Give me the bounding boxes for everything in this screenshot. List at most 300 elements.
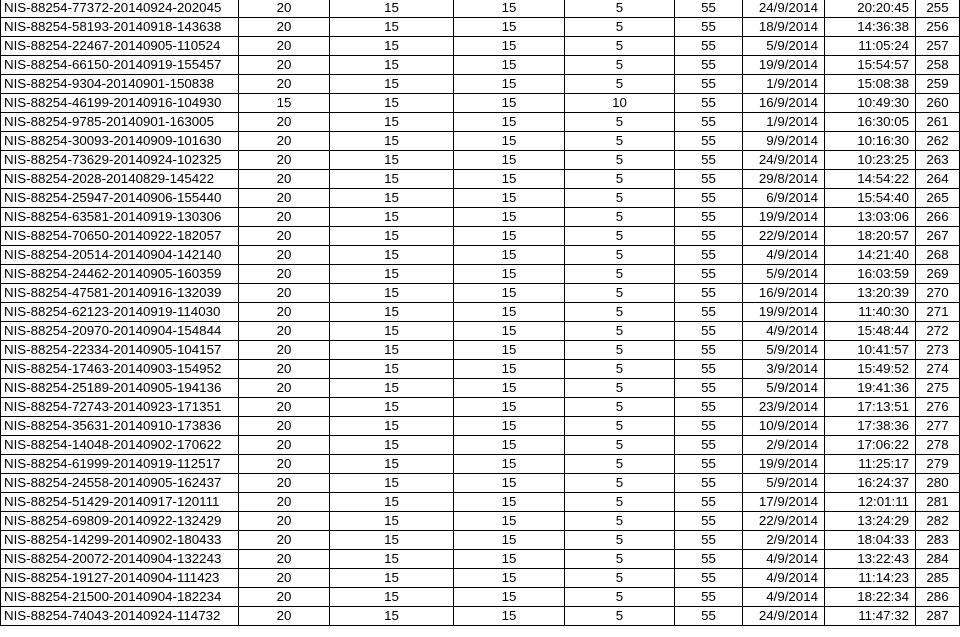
time-cell: 17:38:36 xyxy=(825,417,916,436)
row-number-cell: 259 xyxy=(916,75,960,94)
value-cell-4: 5 xyxy=(565,493,675,512)
value-cell-4: 5 xyxy=(565,170,675,189)
row-number-cell: 278 xyxy=(916,436,960,455)
value-cell-3: 15 xyxy=(454,569,565,588)
value-cell-1: 20 xyxy=(239,550,330,569)
value-cell-3: 15 xyxy=(454,151,565,170)
table-row xyxy=(1,360,960,379)
table-row xyxy=(1,417,960,436)
value-cell-1: 20 xyxy=(239,569,330,588)
value-cell-3: 15 xyxy=(454,0,565,18)
table-row xyxy=(1,436,960,455)
row-number-cell: 267 xyxy=(916,227,960,246)
value-cell-4: 5 xyxy=(565,512,675,531)
value-cell-3: 15 xyxy=(454,531,565,550)
value-cell-3: 15 xyxy=(454,18,565,37)
row-number-cell: 284 xyxy=(916,550,960,569)
value-cell-3: 15 xyxy=(454,493,565,512)
value-cell-1: 20 xyxy=(239,436,330,455)
table-row xyxy=(1,56,960,75)
record-id-cell: NIS-88254-14299-20140902-180433 xyxy=(1,531,239,550)
time-cell: 14:36:38 xyxy=(825,18,916,37)
value-cell-2: 15 xyxy=(330,474,454,493)
value-cell-1: 20 xyxy=(239,151,330,170)
row-number-cell: 261 xyxy=(916,113,960,132)
value-cell-5: 55 xyxy=(675,94,743,113)
value-cell-3: 15 xyxy=(454,360,565,379)
record-id-cell: NIS-88254-72743-20140923-171351 xyxy=(1,398,239,417)
value-cell-1: 20 xyxy=(239,246,330,265)
time-cell: 15:54:40 xyxy=(825,189,916,208)
table-row xyxy=(1,322,960,341)
value-cell-3: 15 xyxy=(454,322,565,341)
row-number-cell: 285 xyxy=(916,569,960,588)
date-cell: 4/9/2014 xyxy=(743,246,825,265)
date-cell: 4/9/2014 xyxy=(743,569,825,588)
record-id-cell: NIS-88254-70650-20140922-182057 xyxy=(1,227,239,246)
record-id-cell: NIS-88254-14048-20140902-170622 xyxy=(1,436,239,455)
record-id-cell: NIS-88254-30093-20140909-101630 xyxy=(1,132,239,151)
record-id-cell: NIS-88254-24558-20140905-162437 xyxy=(1,474,239,493)
value-cell-4: 5 xyxy=(565,360,675,379)
value-cell-4: 5 xyxy=(565,18,675,37)
value-cell-5: 55 xyxy=(675,569,743,588)
value-cell-5: 55 xyxy=(675,493,743,512)
table-row xyxy=(1,37,960,56)
record-id-cell: NIS-88254-20072-20140904-132243 xyxy=(1,550,239,569)
value-cell-3: 15 xyxy=(454,512,565,531)
value-cell-2: 15 xyxy=(330,18,454,37)
record-id-cell: NIS-88254-35631-20140910-173836 xyxy=(1,417,239,436)
date-cell: 5/9/2014 xyxy=(743,379,825,398)
value-cell-2: 15 xyxy=(330,588,454,607)
value-cell-1: 20 xyxy=(239,208,330,227)
value-cell-3: 15 xyxy=(454,37,565,56)
value-cell-2: 15 xyxy=(330,341,454,360)
value-cell-3: 15 xyxy=(454,56,565,75)
time-cell: 18:20:57 xyxy=(825,227,916,246)
value-cell-3: 15 xyxy=(454,474,565,493)
value-cell-1: 20 xyxy=(239,0,330,18)
value-cell-1: 20 xyxy=(239,113,330,132)
time-cell: 16:03:59 xyxy=(825,265,916,284)
value-cell-5: 55 xyxy=(675,360,743,379)
value-cell-4: 5 xyxy=(565,246,675,265)
value-cell-1: 20 xyxy=(239,398,330,417)
row-number-cell: 263 xyxy=(916,151,960,170)
value-cell-4: 5 xyxy=(565,607,675,626)
row-number-cell: 275 xyxy=(916,379,960,398)
value-cell-4: 5 xyxy=(565,322,675,341)
value-cell-3: 15 xyxy=(454,246,565,265)
date-cell: 10/9/2014 xyxy=(743,417,825,436)
table-row xyxy=(1,398,960,417)
time-cell: 16:30:05 xyxy=(825,113,916,132)
time-cell: 10:23:25 xyxy=(825,151,916,170)
record-id-cell: NIS-88254-63581-20140919-130306 xyxy=(1,208,239,227)
row-number-cell: 266 xyxy=(916,208,960,227)
value-cell-2: 15 xyxy=(330,303,454,322)
value-cell-4: 5 xyxy=(565,151,675,170)
value-cell-5: 55 xyxy=(675,303,743,322)
value-cell-5: 55 xyxy=(675,379,743,398)
value-cell-4: 5 xyxy=(565,75,675,94)
time-cell: 20:20:45 xyxy=(825,0,916,18)
date-cell: 18/9/2014 xyxy=(743,18,825,37)
value-cell-3: 15 xyxy=(454,303,565,322)
date-cell: 4/9/2014 xyxy=(743,322,825,341)
record-id-cell: NIS-88254-69809-20140922-132429 xyxy=(1,512,239,531)
value-cell-4: 5 xyxy=(565,436,675,455)
value-cell-5: 55 xyxy=(675,37,743,56)
value-cell-1: 20 xyxy=(239,227,330,246)
value-cell-3: 15 xyxy=(454,588,565,607)
value-cell-4: 5 xyxy=(565,37,675,56)
row-number-cell: 281 xyxy=(916,493,960,512)
date-cell: 3/9/2014 xyxy=(743,360,825,379)
value-cell-1: 20 xyxy=(239,341,330,360)
table-row xyxy=(1,0,960,18)
value-cell-2: 15 xyxy=(330,75,454,94)
value-cell-2: 15 xyxy=(330,113,454,132)
date-cell: 19/9/2014 xyxy=(743,208,825,227)
value-cell-4: 5 xyxy=(565,398,675,417)
record-id-cell: NIS-88254-61999-20140919-112517 xyxy=(1,455,239,474)
value-cell-5: 55 xyxy=(675,417,743,436)
date-cell: 24/9/2014 xyxy=(743,0,825,18)
table-row xyxy=(1,113,960,132)
time-cell: 15:08:38 xyxy=(825,75,916,94)
value-cell-1: 20 xyxy=(239,360,330,379)
value-cell-2: 15 xyxy=(330,37,454,56)
value-cell-3: 15 xyxy=(454,265,565,284)
value-cell-5: 55 xyxy=(675,341,743,360)
value-cell-3: 15 xyxy=(454,341,565,360)
value-cell-3: 15 xyxy=(454,75,565,94)
table-row xyxy=(1,265,960,284)
time-cell: 10:16:30 xyxy=(825,132,916,151)
value-cell-1: 20 xyxy=(239,322,330,341)
value-cell-5: 55 xyxy=(675,322,743,341)
table-row xyxy=(1,189,960,208)
value-cell-2: 15 xyxy=(330,512,454,531)
value-cell-2: 15 xyxy=(330,607,454,626)
row-number-cell: 273 xyxy=(916,341,960,360)
table-row xyxy=(1,284,960,303)
record-id-cell: NIS-88254-47581-20140916-132039 xyxy=(1,284,239,303)
value-cell-2: 15 xyxy=(330,265,454,284)
row-number-cell: 271 xyxy=(916,303,960,322)
value-cell-2: 15 xyxy=(330,569,454,588)
value-cell-5: 55 xyxy=(675,189,743,208)
table-row xyxy=(1,341,960,360)
value-cell-2: 15 xyxy=(330,436,454,455)
row-number-cell: 272 xyxy=(916,322,960,341)
record-id-cell: NIS-88254-9304-20140901-150838 xyxy=(1,75,239,94)
value-cell-5: 55 xyxy=(675,265,743,284)
date-cell: 5/9/2014 xyxy=(743,341,825,360)
value-cell-2: 15 xyxy=(330,531,454,550)
row-number-cell: 286 xyxy=(916,588,960,607)
value-cell-3: 15 xyxy=(454,94,565,113)
date-cell: 9/9/2014 xyxy=(743,132,825,151)
row-number-cell: 277 xyxy=(916,417,960,436)
value-cell-2: 15 xyxy=(330,284,454,303)
date-cell: 5/9/2014 xyxy=(743,474,825,493)
value-cell-5: 55 xyxy=(675,455,743,474)
value-cell-1: 20 xyxy=(239,37,330,56)
value-cell-1: 20 xyxy=(239,588,330,607)
record-id-cell: NIS-88254-22334-20140905-104157 xyxy=(1,341,239,360)
record-id-cell: NIS-88254-58193-20140918-143638 xyxy=(1,18,239,37)
value-cell-5: 55 xyxy=(675,246,743,265)
table-row xyxy=(1,607,960,626)
table-row xyxy=(1,170,960,189)
value-cell-1: 20 xyxy=(239,265,330,284)
row-number-cell: 268 xyxy=(916,246,960,265)
table-row xyxy=(1,588,960,607)
time-cell: 17:06:22 xyxy=(825,436,916,455)
date-cell: 22/9/2014 xyxy=(743,512,825,531)
date-cell: 16/9/2014 xyxy=(743,94,825,113)
date-cell: 1/9/2014 xyxy=(743,113,825,132)
row-number-cell: 280 xyxy=(916,474,960,493)
time-cell: 13:22:43 xyxy=(825,550,916,569)
table-row xyxy=(1,303,960,322)
value-cell-2: 15 xyxy=(330,132,454,151)
row-number-cell: 260 xyxy=(916,94,960,113)
row-number-cell: 255 xyxy=(916,0,960,18)
row-number-cell: 283 xyxy=(916,531,960,550)
value-cell-4: 5 xyxy=(565,189,675,208)
table-body xyxy=(1,0,960,626)
value-cell-1: 20 xyxy=(239,417,330,436)
value-cell-4: 5 xyxy=(565,379,675,398)
value-cell-1: 20 xyxy=(239,493,330,512)
value-cell-4: 5 xyxy=(565,113,675,132)
table-row xyxy=(1,18,960,37)
table-row xyxy=(1,227,960,246)
value-cell-3: 15 xyxy=(454,455,565,474)
value-cell-5: 55 xyxy=(675,531,743,550)
value-cell-1: 20 xyxy=(239,607,330,626)
value-cell-1: 20 xyxy=(239,56,330,75)
value-cell-5: 55 xyxy=(675,132,743,151)
value-cell-1: 20 xyxy=(239,75,330,94)
time-cell: 10:49:30 xyxy=(825,94,916,113)
value-cell-2: 15 xyxy=(330,208,454,227)
value-cell-1: 20 xyxy=(239,512,330,531)
value-cell-3: 15 xyxy=(454,170,565,189)
value-cell-1: 20 xyxy=(239,189,330,208)
value-cell-3: 15 xyxy=(454,607,565,626)
record-id-cell: NIS-88254-20970-20140904-154844 xyxy=(1,322,239,341)
date-cell: 24/9/2014 xyxy=(743,607,825,626)
date-cell: 23/9/2014 xyxy=(743,398,825,417)
time-cell: 12:01:11 xyxy=(825,493,916,512)
table-row xyxy=(1,94,960,113)
date-cell: 19/9/2014 xyxy=(743,303,825,322)
value-cell-5: 55 xyxy=(675,436,743,455)
value-cell-5: 55 xyxy=(675,474,743,493)
value-cell-4: 5 xyxy=(565,588,675,607)
record-id-cell: NIS-88254-24462-20140905-160359 xyxy=(1,265,239,284)
value-cell-2: 15 xyxy=(330,493,454,512)
time-cell: 14:54:22 xyxy=(825,170,916,189)
value-cell-2: 15 xyxy=(330,227,454,246)
value-cell-5: 55 xyxy=(675,550,743,569)
date-cell: 5/9/2014 xyxy=(743,265,825,284)
value-cell-3: 15 xyxy=(454,550,565,569)
value-cell-2: 15 xyxy=(330,56,454,75)
value-cell-2: 15 xyxy=(330,0,454,18)
value-cell-2: 15 xyxy=(330,246,454,265)
date-cell: 5/9/2014 xyxy=(743,37,825,56)
value-cell-3: 15 xyxy=(454,436,565,455)
date-cell: 19/9/2014 xyxy=(743,56,825,75)
date-cell: 19/9/2014 xyxy=(743,455,825,474)
value-cell-5: 55 xyxy=(675,208,743,227)
table-row xyxy=(1,75,960,94)
table-row xyxy=(1,132,960,151)
time-cell: 14:21:40 xyxy=(825,246,916,265)
row-number-cell: 276 xyxy=(916,398,960,417)
time-cell: 11:40:30 xyxy=(825,303,916,322)
value-cell-5: 55 xyxy=(675,56,743,75)
value-cell-5: 55 xyxy=(675,398,743,417)
time-cell: 11:14:23 xyxy=(825,569,916,588)
record-id-cell: NIS-88254-19127-20140904-111423 xyxy=(1,569,239,588)
value-cell-2: 15 xyxy=(330,379,454,398)
row-number-cell: 274 xyxy=(916,360,960,379)
value-cell-2: 15 xyxy=(330,170,454,189)
row-number-cell: 257 xyxy=(916,37,960,56)
value-cell-4: 5 xyxy=(565,341,675,360)
value-cell-3: 15 xyxy=(454,132,565,151)
record-id-cell: NIS-88254-73629-20140924-102325 xyxy=(1,151,239,170)
value-cell-2: 15 xyxy=(330,322,454,341)
row-number-cell: 265 xyxy=(916,189,960,208)
value-cell-1: 20 xyxy=(239,284,330,303)
value-cell-3: 15 xyxy=(454,398,565,417)
date-cell: 22/9/2014 xyxy=(743,227,825,246)
value-cell-1: 20 xyxy=(239,303,330,322)
row-number-cell: 269 xyxy=(916,265,960,284)
time-cell: 15:54:57 xyxy=(825,56,916,75)
value-cell-5: 55 xyxy=(675,170,743,189)
time-cell: 11:25:17 xyxy=(825,455,916,474)
record-id-cell: NIS-88254-25947-20140906-155440 xyxy=(1,189,239,208)
value-cell-2: 15 xyxy=(330,398,454,417)
time-cell: 10:41:57 xyxy=(825,341,916,360)
value-cell-2: 15 xyxy=(330,455,454,474)
value-cell-4: 5 xyxy=(565,284,675,303)
record-id-cell: NIS-88254-66150-20140919-155457 xyxy=(1,56,239,75)
value-cell-2: 15 xyxy=(330,189,454,208)
row-number-cell: 279 xyxy=(916,455,960,474)
value-cell-1: 20 xyxy=(239,455,330,474)
record-id-cell: NIS-88254-20514-20140904-142140 xyxy=(1,246,239,265)
table-row xyxy=(1,474,960,493)
date-cell: 6/9/2014 xyxy=(743,189,825,208)
time-cell: 18:04:33 xyxy=(825,531,916,550)
value-cell-4: 5 xyxy=(565,569,675,588)
value-cell-1: 20 xyxy=(239,170,330,189)
row-number-cell: 287 xyxy=(916,607,960,626)
value-cell-5: 55 xyxy=(675,113,743,132)
value-cell-4: 5 xyxy=(565,56,675,75)
date-cell: 1/9/2014 xyxy=(743,75,825,94)
value-cell-5: 55 xyxy=(675,588,743,607)
time-cell: 11:05:24 xyxy=(825,37,916,56)
value-cell-5: 55 xyxy=(675,512,743,531)
row-number-cell: 264 xyxy=(916,170,960,189)
value-cell-1: 20 xyxy=(239,474,330,493)
time-cell: 13:24:29 xyxy=(825,512,916,531)
value-cell-1: 20 xyxy=(239,531,330,550)
row-number-cell: 256 xyxy=(916,18,960,37)
date-cell: 16/9/2014 xyxy=(743,284,825,303)
value-cell-4: 5 xyxy=(565,0,675,18)
record-id-cell: NIS-88254-17463-20140903-154952 xyxy=(1,360,239,379)
value-cell-3: 15 xyxy=(454,189,565,208)
time-cell: 18:22:34 xyxy=(825,588,916,607)
record-id-cell: NIS-88254-46199-20140916-104930 xyxy=(1,94,239,113)
value-cell-1: 15 xyxy=(239,94,330,113)
value-cell-4: 5 xyxy=(565,303,675,322)
value-cell-4: 5 xyxy=(565,455,675,474)
time-cell: 13:03:06 xyxy=(825,208,916,227)
row-number-cell: 262 xyxy=(916,132,960,151)
date-cell: 2/9/2014 xyxy=(743,436,825,455)
record-id-cell: NIS-88254-25189-20140905-194136 xyxy=(1,379,239,398)
table-row xyxy=(1,455,960,474)
row-number-cell: 282 xyxy=(916,512,960,531)
value-cell-1: 20 xyxy=(239,132,330,151)
value-cell-5: 55 xyxy=(675,0,743,18)
value-cell-3: 15 xyxy=(454,284,565,303)
time-cell: 19:41:36 xyxy=(825,379,916,398)
value-cell-5: 55 xyxy=(675,284,743,303)
record-id-cell: NIS-88254-62123-20140919-114030 xyxy=(1,303,239,322)
value-cell-1: 20 xyxy=(239,379,330,398)
value-cell-4: 5 xyxy=(565,227,675,246)
record-id-cell: NIS-88254-9785-20140901-163005 xyxy=(1,113,239,132)
table-row xyxy=(1,531,960,550)
table-row xyxy=(1,550,960,569)
table-row xyxy=(1,151,960,170)
row-number-cell: 270 xyxy=(916,284,960,303)
record-id-cell: NIS-88254-77372-20140924-202045 xyxy=(1,0,239,18)
record-id-cell: NIS-88254-22467-20140905-110524 xyxy=(1,37,239,56)
table-row xyxy=(1,246,960,265)
value-cell-5: 55 xyxy=(675,227,743,246)
record-id-cell: NIS-88254-21500-20140904-182234 xyxy=(1,588,239,607)
table-row xyxy=(1,493,960,512)
date-cell: 4/9/2014 xyxy=(743,588,825,607)
value-cell-2: 15 xyxy=(330,360,454,379)
value-cell-4: 5 xyxy=(565,417,675,436)
table-row xyxy=(1,512,960,531)
value-cell-5: 55 xyxy=(675,151,743,170)
time-cell: 15:48:44 xyxy=(825,322,916,341)
date-cell: 4/9/2014 xyxy=(743,550,825,569)
value-cell-1: 20 xyxy=(239,18,330,37)
date-cell: 24/9/2014 xyxy=(743,151,825,170)
value-cell-3: 15 xyxy=(454,227,565,246)
table-row xyxy=(1,379,960,398)
value-cell-3: 15 xyxy=(454,379,565,398)
